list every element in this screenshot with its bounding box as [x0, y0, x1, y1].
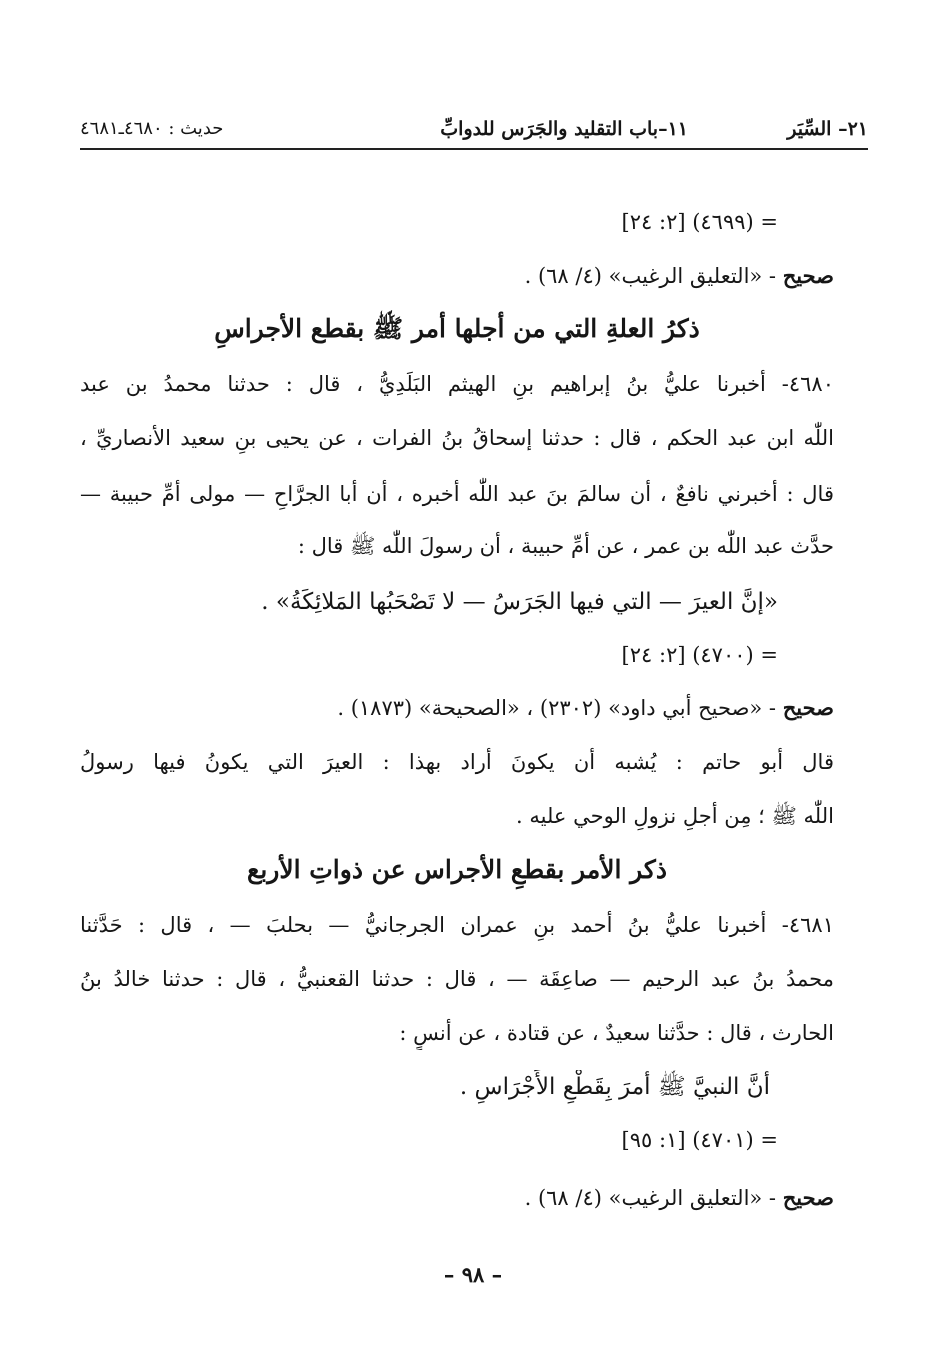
hadith-4680-line-1: ٤٦٨٠- أخبرنا عليُّ بنُ إبراهيم بنِ الهيثم البَلَدِيُّ ، قال : حدثنا محمدُ بن عبد: [80, 372, 834, 396]
commentary-line-1: قال أبو حاتم : يُشبه أن يكونَ أراد بهذا : العيرَ التي يكونُ فيها رسولُ: [80, 750, 834, 774]
hadith-4680-line-2: اللّٰه ابن عبد الحكم ، قال : حدثنا إسحاقُ بنُ الفرات ، عن يحيى بنِ سعيد الأنصاريِّ ،: [80, 426, 834, 450]
page-number: – ٩٨ –: [443, 1262, 503, 1287]
header-book-title: ٢١– السِّيَر: [787, 118, 868, 140]
section-heading-2: ذكر الأمر بقطعِ الأجراس عن ذواتِ الأربع: [247, 855, 667, 884]
reference-line-3: = (٤٧٠١) [١: ٩٥]: [621, 1128, 778, 1152]
grading-label-3: صحيح: [782, 1185, 834, 1210]
hadith-4681-line-3: الحارث ، قال : حدَّثنا سعيدٌ ، عن قتادة ، عن أنسٍ :: [399, 1021, 834, 1045]
hadith-4681-line-2: محمدُ بنُ عبد الرحيم — صاعِقَة — ، قال : حدثنا القعنبيُّ ، قال : حدثنا خالدُ بنُ: [80, 967, 834, 991]
grading-source-2: - «صحيح أبي داود» (٢٣٠٢) ، «الصحيحة» (١٨٧٣) .: [337, 696, 777, 720]
grading-line-3: [80, 1181, 834, 1215]
section-heading-1: ذكرُ العلةِ التي من أجلها أمر ﷺ بقطع الأجراسِ: [214, 314, 700, 343]
reference-line-1: = (٤٦٩٩) [٢: ٢٤]: [621, 210, 778, 234]
grading-label-1: صحيح: [782, 263, 834, 288]
reference-line-2: = (٤٧٠٠) [٢: ٢٤]: [621, 643, 778, 667]
hadith-4681-line-1: ٤٦٨١- أخبرنا عليُّ بنُ أحمد بنِ عمران الجرجانيُّ — بحلبَ — ، قال : حَدَّثنا: [80, 913, 834, 937]
hadith-matn-1: «إنَّ العيرَ — التي فيها الجَرَسُ — لا تَصْحَبُها المَلائِكَةُ» .: [261, 589, 778, 615]
grading-label-2: صحيح: [782, 695, 834, 720]
hadith-4680-line-3: قال : أخبرني نافعٌ ، أن سالمَ بنَ عبد اللّٰه أخبره ، أن أبا الجرَّاحِ — مولى أمِّ حبيبة —: [80, 482, 834, 506]
grading-line-2: [80, 691, 834, 725]
grading-source-3: - «التعليق الرغيب» (٤/ ٦٨) .: [524, 1186, 777, 1210]
grading-line-1: [80, 259, 834, 293]
hadith-matn-2: أنَّ النبيَّ ﷺ أمرَ بِقَطْعِ الأَجْرَاسِ .: [459, 1074, 770, 1100]
header-hadith-range: حديث : ٤٦٨٠ـ٤٦٨١: [80, 118, 224, 139]
header-chapter-title: ١١–باب التقليد والجَرَس للدوابِّ: [440, 118, 688, 140]
hadith-4680-line-4: حدَّث عبد اللّٰه بن عمر ، عن أمِّ حبيبة ، أن رسولَ اللّٰه ﷺ قال :: [297, 534, 834, 558]
grading-source-1: - «التعليق الرغيب» (٤/ ٦٨) .: [524, 264, 777, 288]
header-rule: [80, 148, 868, 150]
commentary-line-2: اللّٰه ﷺ ؛ مِن أجلِ نزولِ الوحي عليه .: [516, 804, 834, 828]
running-header: [80, 112, 868, 146]
